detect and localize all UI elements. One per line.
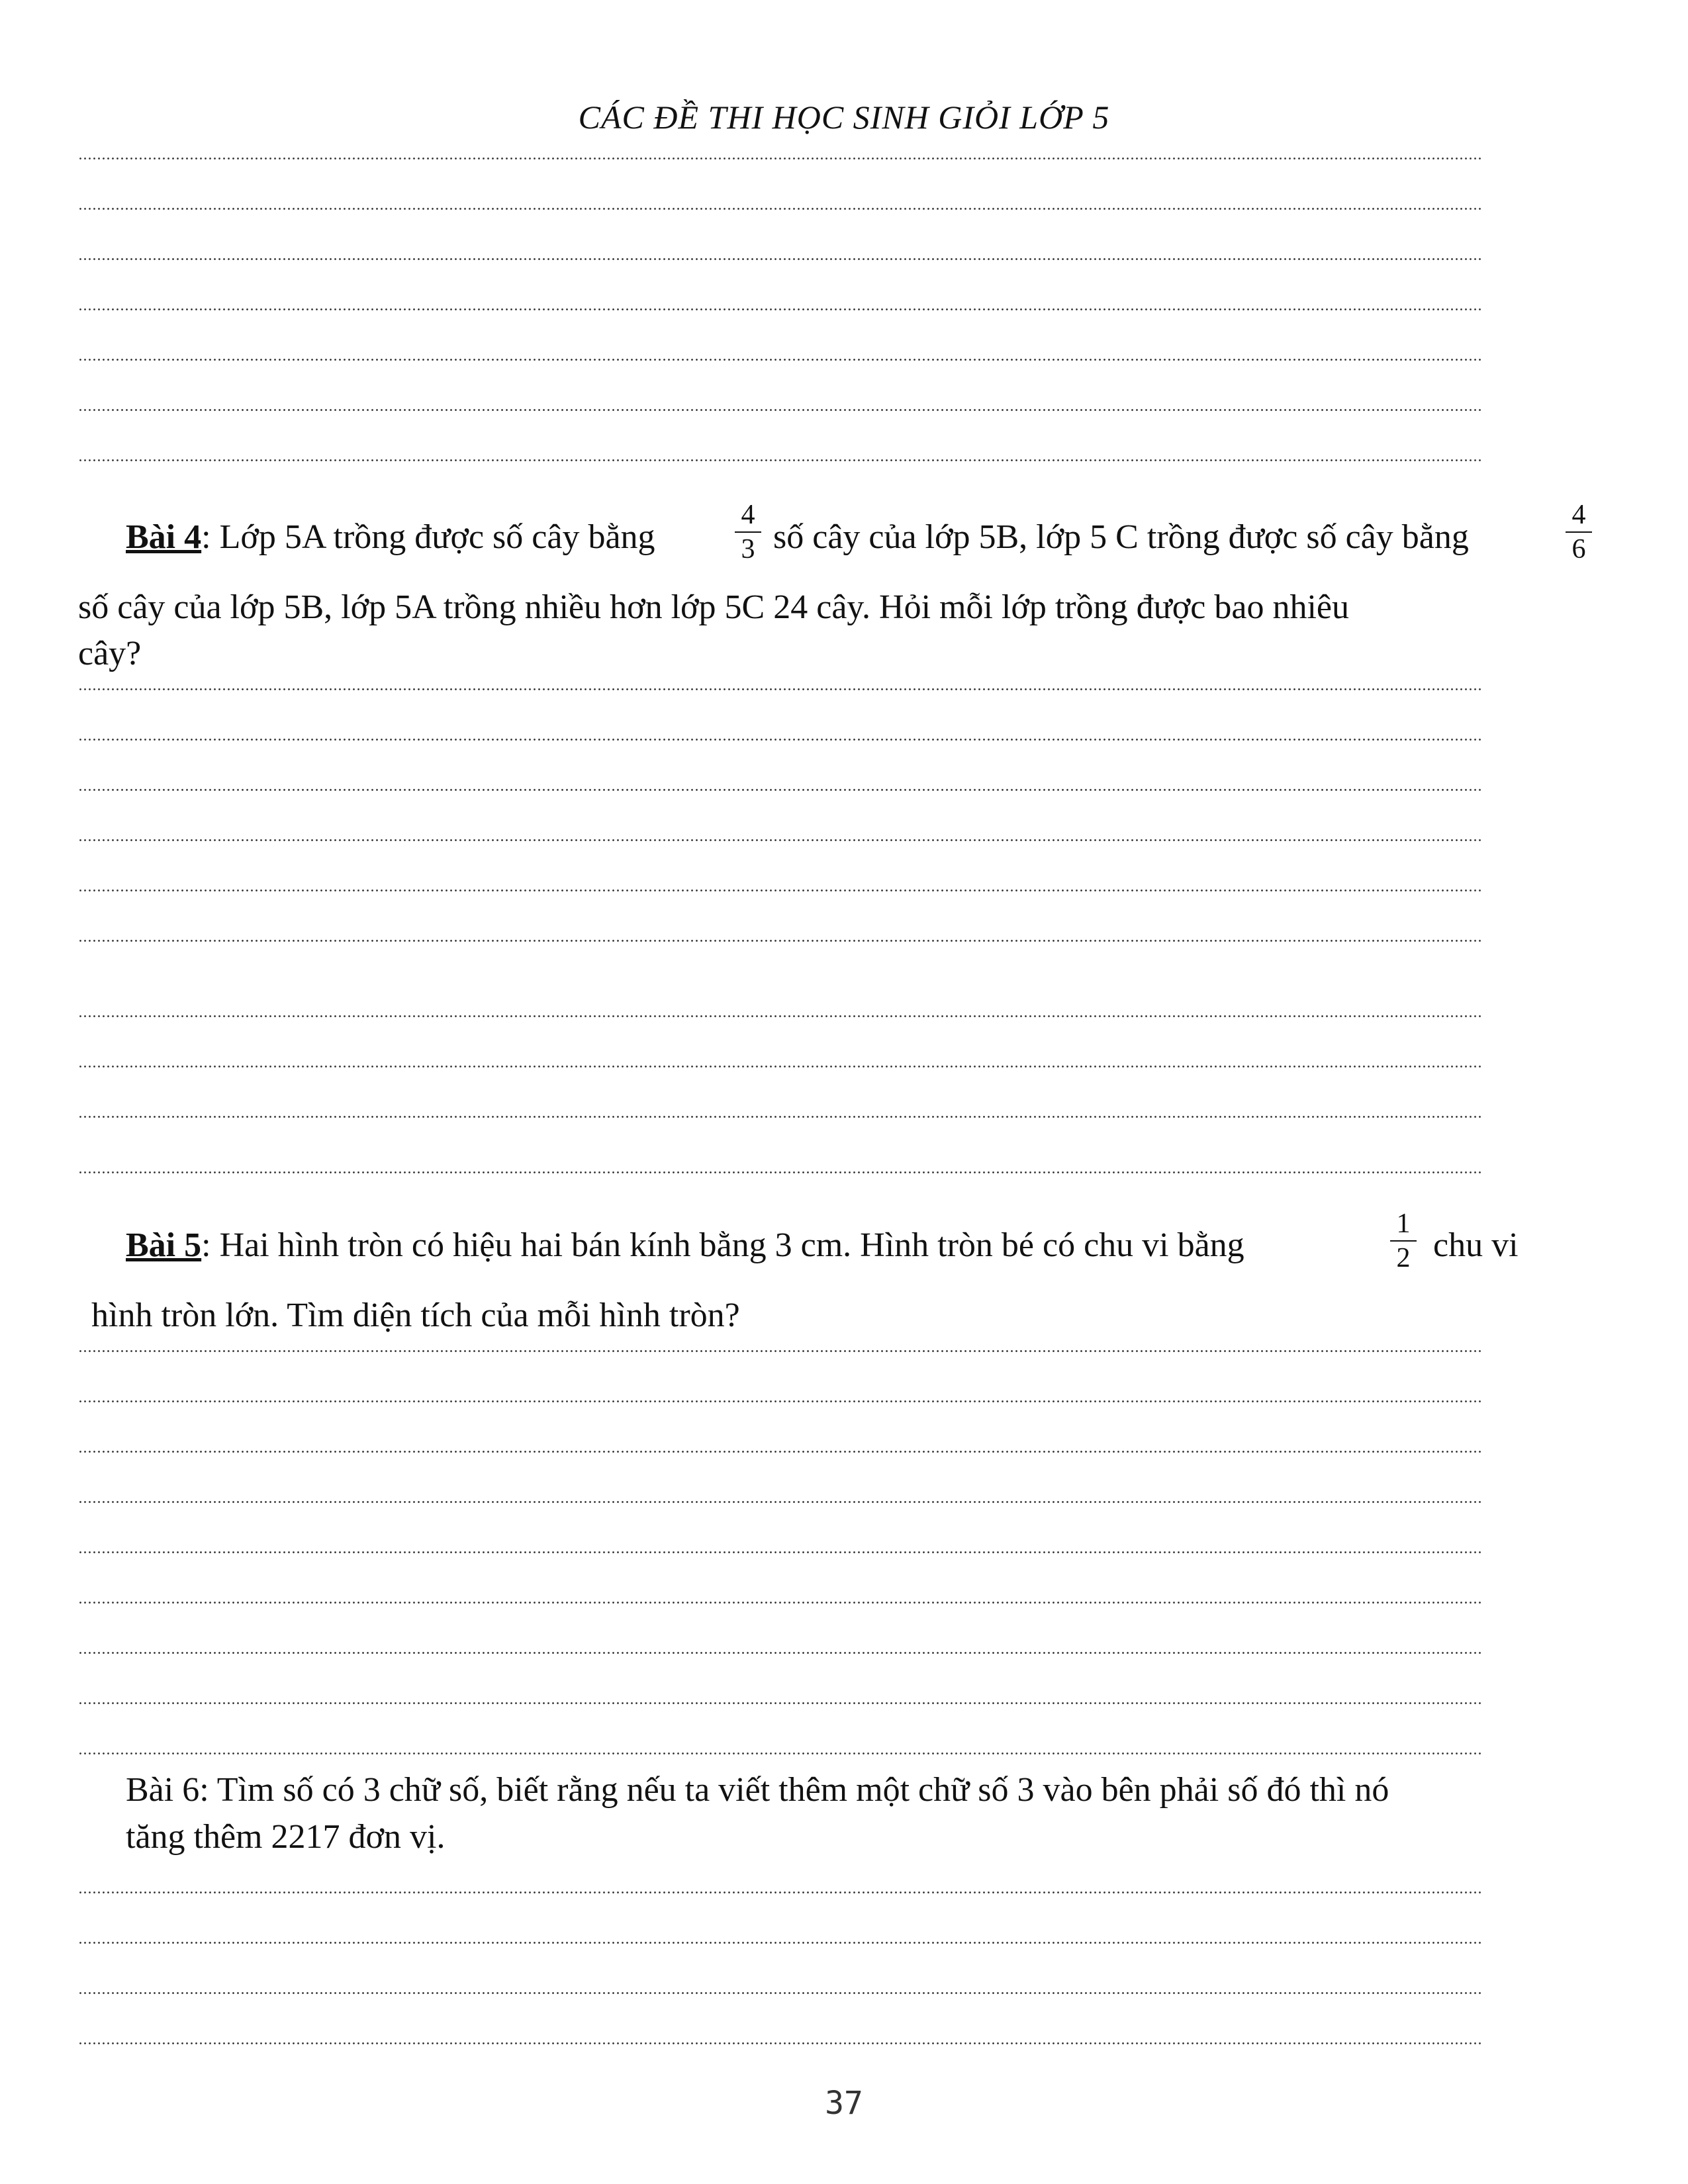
answer-line bbox=[78, 1752, 1483, 1754]
answer-line bbox=[78, 1652, 1483, 1654]
fraction-denominator: 3 bbox=[741, 534, 755, 565]
answer-line bbox=[78, 1066, 1483, 1068]
answer-line bbox=[78, 1015, 1483, 1017]
answer-line bbox=[78, 308, 1483, 310]
answer-line bbox=[78, 459, 1483, 461]
bai5-text-a: : Hai hình tròn có hiệu hai bán kính bằng 3 cm. Hình tròn bé có chu vi bằng bbox=[201, 1226, 1244, 1264]
bai4-line1 bbox=[126, 518, 655, 557]
answer-line bbox=[78, 2042, 1483, 2044]
fraction-denominator: 6 bbox=[1571, 534, 1586, 565]
bai4-line1-cont bbox=[773, 518, 1469, 557]
bai5-line2: hình tròn lớn. Tìm diện tích của mỗi hình tròn? bbox=[91, 1297, 740, 1334]
page-title: CÁC ĐỀ THI HỌC SINH GIỎI LỚP 5 bbox=[578, 99, 1110, 136]
fraction-numerator: 4 bbox=[735, 500, 761, 533]
answer-line bbox=[78, 1400, 1483, 1402]
answer-line bbox=[78, 359, 1483, 361]
fraction-numerator: 1 bbox=[1390, 1208, 1417, 1242]
answer-line bbox=[78, 739, 1483, 741]
bai6-line1: Bài 6: Tìm số có 3 chữ số, biết rằng nếu ta viết thêm một chữ số 3 vào bên phải số đó thì nó bbox=[126, 1771, 1389, 1809]
answer-line bbox=[78, 1501, 1483, 1503]
bai6-line2: tăng thêm 2217 đơn vị. bbox=[126, 1818, 445, 1856]
bai5-line1 bbox=[126, 1226, 1244, 1265]
answer-line bbox=[78, 1602, 1483, 1604]
answer-line bbox=[78, 889, 1483, 891]
answer-line bbox=[78, 1116, 1483, 1118]
answer-line bbox=[78, 789, 1483, 791]
answer-line bbox=[78, 158, 1483, 159]
answer-line bbox=[78, 409, 1483, 411]
answer-line bbox=[78, 688, 1483, 690]
bai4-fraction-1 bbox=[735, 500, 761, 565]
page-number: 37 bbox=[825, 2085, 863, 2122]
bai4-line2: số cây của lớp 5B, lớp 5A trồng nhiều hơn lớp 5C 24 cây. Hỏi mỗi lớp trồng được bao nhiêu bbox=[78, 588, 1349, 626]
answer-line bbox=[78, 1942, 1483, 1944]
bai5-line1-cont bbox=[1433, 1226, 1519, 1265]
answer-line bbox=[78, 1702, 1483, 1704]
answer-line bbox=[78, 258, 1483, 260]
bai5-label: Bài 5 bbox=[126, 1226, 202, 1264]
bai4-text-a: : Lớp 5A trồng được số cây bằng bbox=[201, 518, 655, 556]
bai4-line3: cây? bbox=[78, 635, 142, 672]
bai5-fraction bbox=[1390, 1208, 1417, 1273]
answer-line bbox=[78, 1891, 1483, 1893]
fraction-denominator: 2 bbox=[1396, 1243, 1411, 1273]
bai4-text-b: số cây của lớp 5B, lớp 5 C trồng được số cây bằng bbox=[773, 518, 1469, 556]
bai5-text-b: chu vi bbox=[1433, 1226, 1519, 1264]
bai4-label: Bài 4 bbox=[126, 518, 202, 556]
answer-line bbox=[78, 839, 1483, 841]
answer-line bbox=[78, 1171, 1483, 1173]
answer-line bbox=[78, 1992, 1483, 1994]
answer-line bbox=[78, 940, 1483, 942]
answer-line bbox=[78, 1350, 1483, 1352]
answer-line bbox=[78, 208, 1483, 210]
answer-line bbox=[78, 1451, 1483, 1453]
fraction-numerator: 4 bbox=[1566, 500, 1592, 533]
answer-line bbox=[78, 1551, 1483, 1553]
bai4-fraction-2 bbox=[1566, 500, 1592, 565]
